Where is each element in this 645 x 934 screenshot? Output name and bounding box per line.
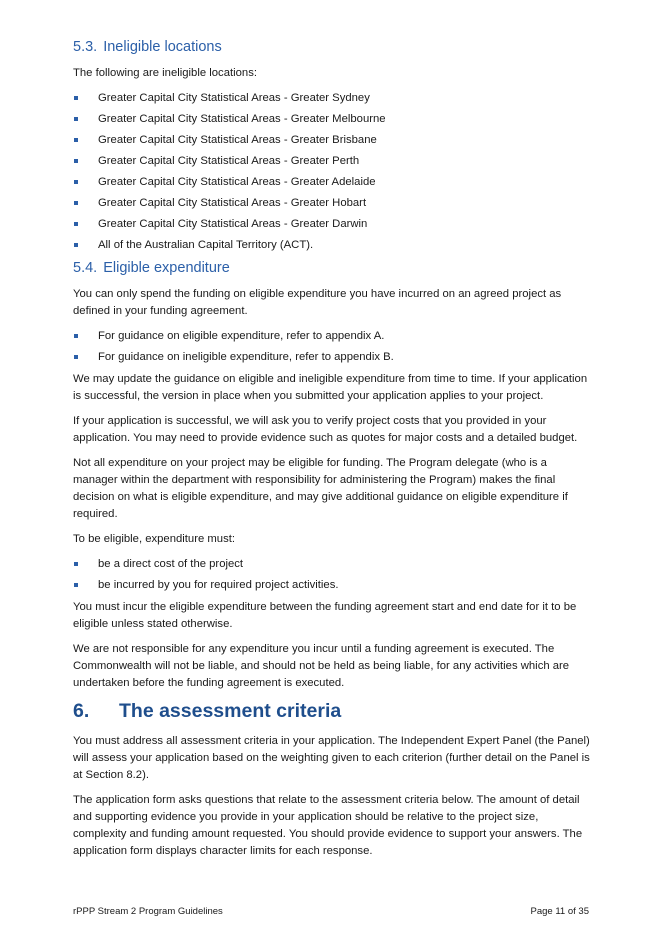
bullet-icon bbox=[74, 96, 78, 100]
list-item: be incurred by you for required project activities. bbox=[73, 577, 593, 594]
paragraph: We are not responsible for any expenditure you incur until a funding agreement is executed. The Commonwealth will not be liable, and should not be held as being liable, for any activities which are undertaken before the funding agreement is executed. bbox=[73, 643, 570, 690]
bullet-icon bbox=[74, 243, 78, 247]
footer-document-title: rPPP Stream 2 Program Guidelines bbox=[73, 906, 223, 917]
list-item: For guidance on eligible expenditure, refer to appendix A. bbox=[73, 328, 593, 345]
bullet-icon bbox=[74, 355, 78, 359]
heading-number: 5.4. bbox=[73, 260, 98, 277]
list-item: Greater Capital City Statistical Areas - Greater Sydney bbox=[73, 90, 593, 107]
list-item: Greater Capital City Statistical Areas - Greater Brisbane bbox=[73, 132, 593, 149]
heading-title: Ineligible locations bbox=[103, 39, 222, 55]
heading-title: The assessment criteria bbox=[119, 700, 342, 723]
paragraph: The following are ineligible locations: bbox=[73, 67, 257, 80]
bullet-icon bbox=[74, 159, 78, 163]
heading-number: 6. bbox=[73, 700, 90, 723]
bullet-icon bbox=[74, 334, 78, 338]
bullet-icon bbox=[74, 222, 78, 226]
bullet-icon bbox=[74, 201, 78, 205]
list-item: For guidance on ineligible expenditure, refer to appendix B. bbox=[73, 349, 593, 366]
heading-title: Eligible expenditure bbox=[103, 260, 230, 277]
paragraph: If your application is successful, we will ask you to verify project costs that you provided in your application. You may need to provide evidence such as quotes for major costs and a detailed budget. bbox=[73, 415, 578, 445]
paragraph: To be eligible, expenditure must: bbox=[73, 533, 236, 546]
page-footer bbox=[73, 906, 589, 917]
heading-6 bbox=[73, 700, 593, 723]
list-item: Greater Capital City Statistical Areas - Greater Melbourne bbox=[73, 111, 593, 128]
footer-page-number: Page 11 of 35 bbox=[530, 906, 589, 917]
expenditure-requirements-list bbox=[73, 556, 593, 594]
bullet-icon bbox=[74, 117, 78, 121]
paragraph: We may update the guidance on eligible and ineligible expenditure from time to time. If your application is successful, the version in place when you submitted your application applies to your project. bbox=[73, 373, 588, 403]
list-item: be a direct cost of the project bbox=[73, 556, 593, 573]
paragraph: You can only spend the funding on eligible expenditure you have incurred on an agreed project as defined in your funding agreement. bbox=[73, 288, 562, 318]
paragraph: You must incur the eligible expenditure between the funding agreement start and end date for it to be eligible unless stated otherwise. bbox=[73, 601, 577, 631]
heading-number: 5.3. bbox=[73, 39, 98, 55]
paragraph: The application form asks questions that relate to the assessment criteria below. The amount of detail and supporting evidence you provide in your application should be relative to the project size, complexity and funding amount requested. You should provide evidence to support your answers. The application form displays character limits for each response. bbox=[73, 793, 583, 857]
ineligible-locations-list bbox=[73, 90, 593, 254]
bullet-icon bbox=[74, 583, 78, 587]
list-item: Greater Capital City Statistical Areas - Greater Darwin bbox=[73, 216, 593, 233]
guidance-list bbox=[73, 328, 593, 366]
bullet-icon bbox=[74, 562, 78, 566]
paragraph: Not all expenditure on your project may be eligible for funding. The Program delegate (who is a manager within the department with responsibility for administering the Program) makes the final decision on what is eligible expenditure, and may give additional guidance on eligible expenditure if required. bbox=[73, 457, 568, 521]
heading-5-3 bbox=[73, 38, 593, 56]
list-item: Greater Capital City Statistical Areas - Greater Hobart bbox=[73, 195, 593, 212]
list-item: Greater Capital City Statistical Areas - Greater Adelaide bbox=[73, 174, 593, 191]
list-item: All of the Australian Capital Territory (ACT). bbox=[73, 237, 593, 254]
heading-5-4 bbox=[73, 259, 593, 277]
document-page bbox=[73, 38, 593, 868]
list-item: Greater Capital City Statistical Areas - Greater Perth bbox=[73, 153, 593, 170]
bullet-icon bbox=[74, 138, 78, 142]
paragraph: You must address all assessment criteria in your application. The Independent Expert Panel (the Panel) will assess your application based on the weighting given to each criterion (further detail on the Panel is at Section 8.2). bbox=[73, 734, 590, 781]
bullet-icon bbox=[74, 180, 78, 184]
